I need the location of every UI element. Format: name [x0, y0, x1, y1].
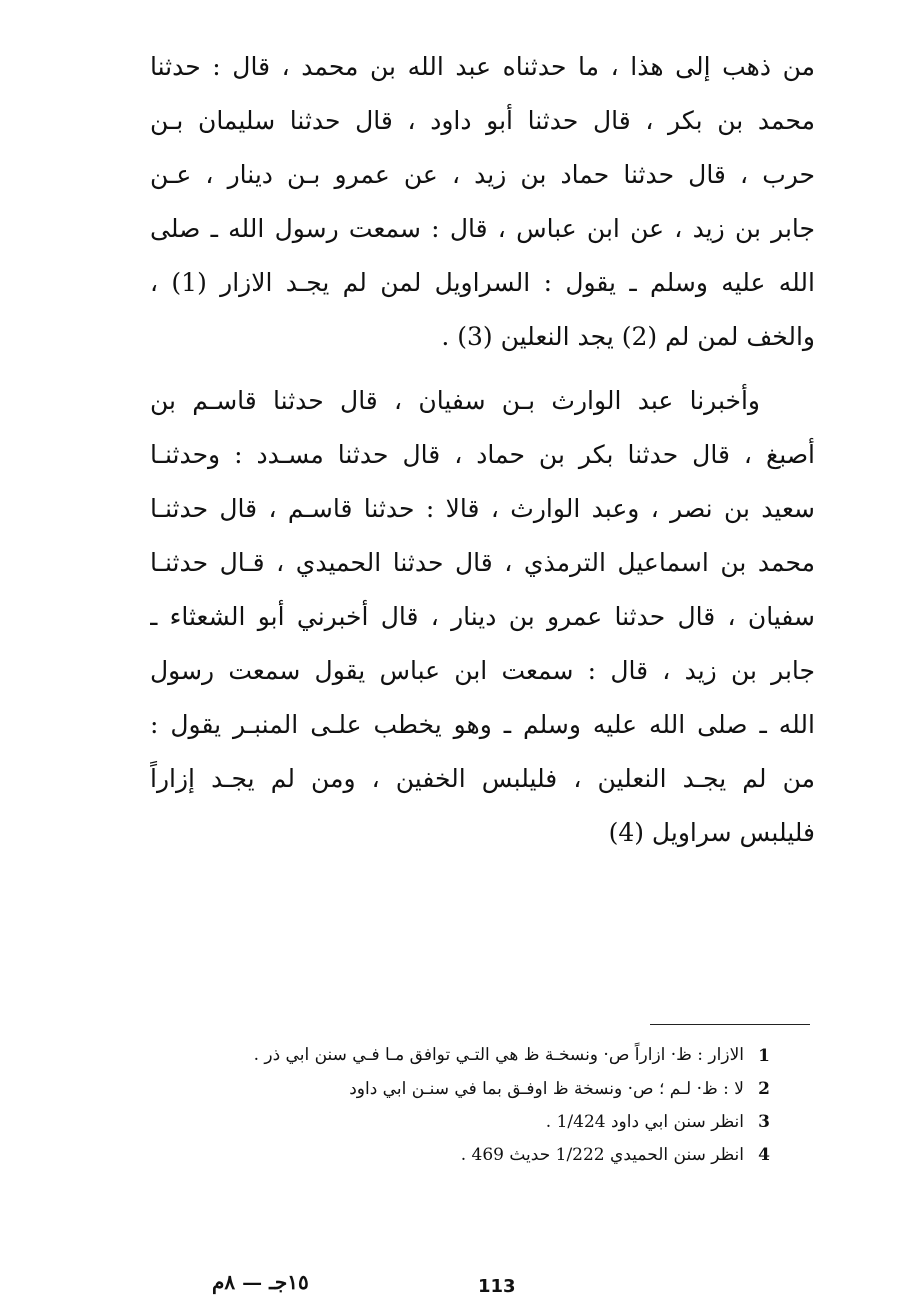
text-line: من ذهب إلى هذا ، ما حدثناه عبد الله بن محمد ، قال : حدثنا	[150, 52, 815, 81]
footnote-separator	[650, 1024, 810, 1025]
footnote-number: 3	[758, 1112, 770, 1132]
text-line: سعيد بن نصر ، وعبد الوارث ، قالا : حدثنا قاسـم ، قال حدثنـا	[150, 494, 815, 523]
text-line: الله عليه وسلم ـ يقول : السراويل لمن لم يجـد الازار (1) ،	[150, 268, 815, 297]
footnote-number: 1	[758, 1046, 770, 1066]
main-text	[150, 40, 815, 860]
text-line: فليلبس سراويل (4)	[608, 818, 815, 847]
signature-mark: ١٥جـ — ٨م	[212, 1270, 309, 1294]
text-line: والخف لمن لم (2) يجد النعلين (3) .	[441, 322, 815, 351]
footnote-text: انظر سنن الحميدي 1/222 حديث 469 .	[460, 1145, 744, 1165]
text-line: سفيان ، قال حدثنا عمرو بن دينار ، قال أخبرني أبو الشعثاء ـ	[150, 602, 815, 631]
footnote-text: انظر سنن ابي داود 1/424 .	[545, 1112, 744, 1132]
text-line: الله ـ صلى الله عليه وسلم ـ وهو يخطب علـى المنبـر يقول :	[150, 710, 815, 739]
text-line: محمد بن بكر ، قال حدثنا أبو داود ، قال حدثنا سليمان بـن	[150, 106, 815, 135]
text-line: حرب ، قال حدثنا حماد بن زيد ، عن عمرو بـن دينار ، عـن	[150, 160, 815, 189]
text-line: جابر بن زيد ، عن ابن عباس ، قال : سمعت رسول الله ـ صلى	[150, 214, 815, 243]
footnote-item	[170, 1040, 770, 1073]
footnotes	[170, 1040, 770, 1172]
text-line: وأخبرنا عبد الوارث بـن سفيان ، قال حدثنا قاسـم بن	[150, 386, 760, 415]
paragraph-1	[150, 40, 815, 364]
paragraph-2	[150, 374, 815, 860]
footnote-text: الازار : ظ· ازاراً ص· ونسخـة ظ هي التـي توافق مـا فـي سنن ابي ذر .	[253, 1045, 744, 1065]
text-line: جابر بن زيد ، قال : سمعت ابن عباس يقول سمعت رسول	[150, 656, 815, 685]
footnote-number: 2	[758, 1079, 770, 1099]
footnote-item	[170, 1106, 770, 1139]
text-line: من لم يجـد النعلين ، فليلبس الخفين ، ومن لم يجـد إزاراً	[150, 764, 815, 793]
text-line: محمد بن اسماعيل الترمذي ، قال حدثنا الحميدي ، قـال حدثنـا	[150, 548, 815, 577]
footnote-text: لا : ظ· لـم ؛ ص· ونسخة ظ اوفـق بما في سنـن ابي داود	[349, 1079, 744, 1099]
page-number: 113	[478, 1276, 516, 1297]
text-line: أصبغ ، قال حدثنا بكر بن حماد ، قال حدثنا مسـدد : وحدثنـا	[150, 440, 815, 469]
footnote-item	[170, 1073, 770, 1106]
footnote-item	[170, 1139, 770, 1172]
footnote-number: 4	[758, 1145, 770, 1165]
